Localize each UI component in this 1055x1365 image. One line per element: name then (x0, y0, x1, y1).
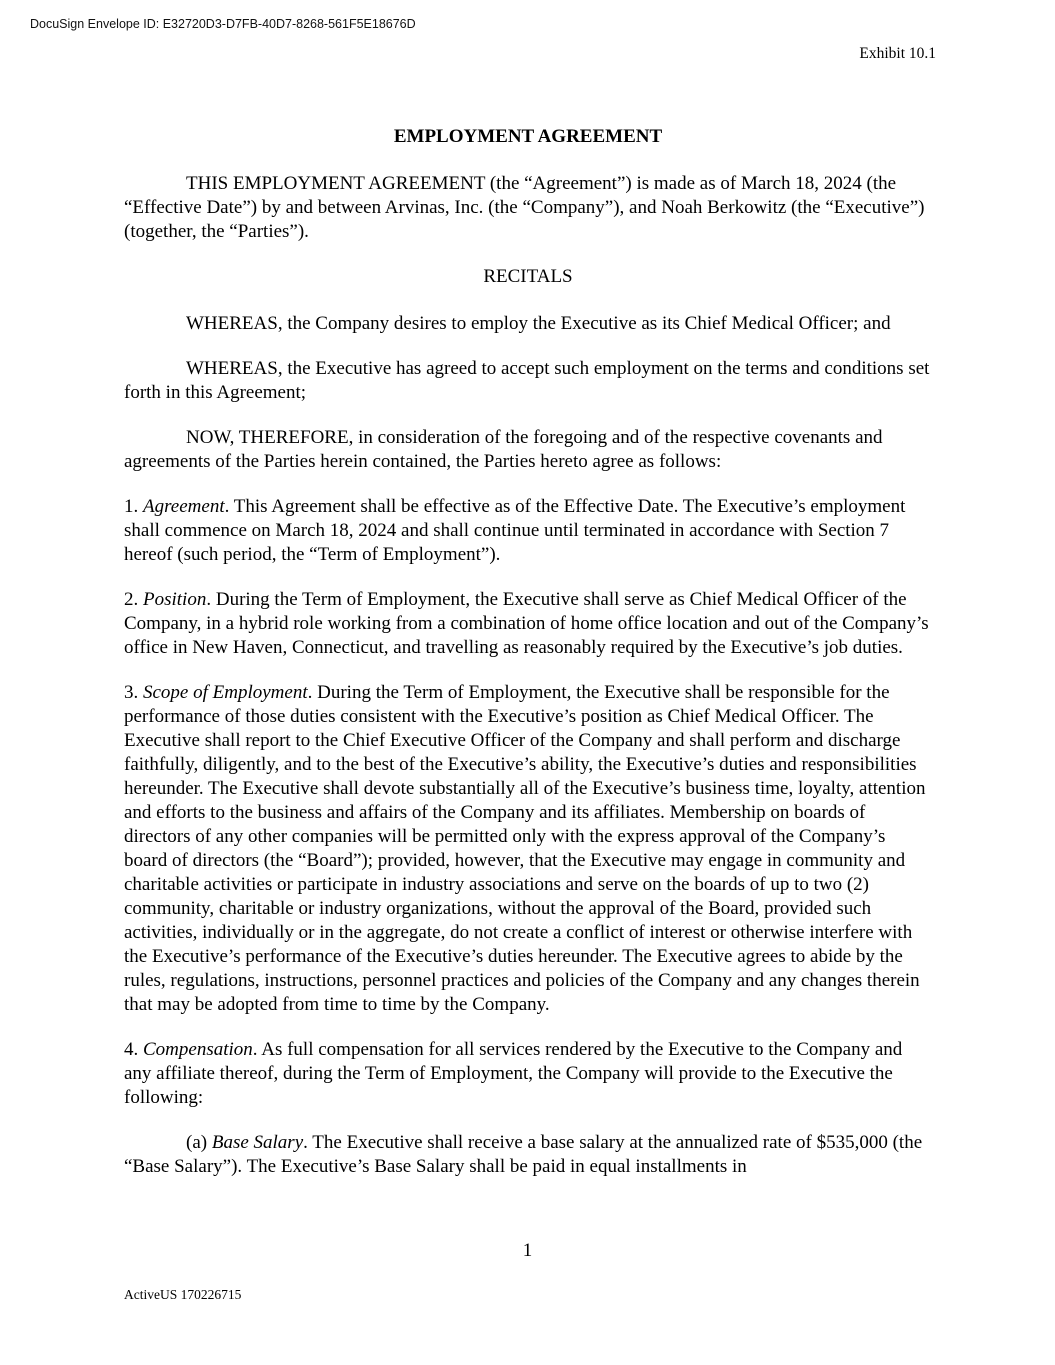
section-number: 3. (124, 682, 143, 703)
subsection-number: (a) (186, 1132, 212, 1153)
section-4-compensation (124, 1038, 932, 1110)
docusign-envelope-id: DocuSign Envelope ID: E32720D3-D7FB-40D7-8268-561F5E18676D (30, 17, 416, 31)
recitals-heading: RECITALS (483, 266, 573, 287)
section-heading: Position (143, 589, 207, 610)
recital-paragraph: NOW, THEREFORE, in consideration of the foregoing and of the respective covenants and agreements of the Parties herein contained, the Parties hereto agree as follows: (124, 427, 883, 472)
section-number: 1. (124, 496, 143, 517)
section-3-scope-of-employment (124, 681, 932, 1017)
section-number: 2. (124, 589, 143, 610)
subsection-a-base-salary (124, 1131, 932, 1179)
recital-paragraph: WHEREAS, the Executive has agreed to accept such employment on the terms and conditions set forth in this Agreement; (124, 358, 930, 403)
subsection-heading: Base Salary (211, 1132, 304, 1153)
section-heading: Scope of Employment (143, 682, 308, 703)
recital-paragraph: WHEREAS, the Company desires to employ the Executive as its Chief Medical Officer; and (186, 313, 891, 334)
section-2-position (124, 588, 932, 660)
section-text: . During the Term of Employment, the Executive shall serve as Chief Medical Officer of the Company, in a hybrid role working from a combination of home office location and out of the Company’s office in New Haven, Connecticut, and travelling as reasonably required by the Executive’s job duties. (124, 589, 929, 658)
section-text: . As full compensation for all services rendered by the Executive to the Company and any affiliate thereof, during the Term of Employment, the Company will provide to the Executive the following: (124, 1039, 903, 1108)
section-heading: Agreement (143, 496, 225, 517)
section-heading: Compensation (143, 1039, 253, 1060)
subsection-text: . The Executive shall receive a base salary at the annualized rate of $535,000 (the “Base Salary”). The Executive’s Base Salary shall be paid in equal installments in (124, 1132, 923, 1177)
intro-paragraph: THIS EMPLOYMENT AGREEMENT (the “Agreement”) is made as of March 18, 2024 (the “Effective Date”) by and between Arvinas, Inc. (the “Company”), and Noah Berkowitz (the “Executive”) (together, the “Parties”). (124, 173, 925, 242)
section-number: 4. (124, 1039, 143, 1060)
footer-document-id: ActiveUS 170226715 (124, 1287, 242, 1302)
section-text: . During the Term of Employment, the Executive shall be responsible for the performance of those duties consistent with the Executive’s position as Chief Medical Officer. The Executive shall report to the Chief Executive Officer of the Company and shall perform and discharge faithfully, diligently, and to the best of the Executive’s ability, the Executive’s duties and responsibilities hereunder. The Executive shall devote substantially all of the Executive’s business time, loyalty, attention and efforts to the business and affairs of the Company and its affiliates. Membership on boards of directors of any other companies will be permitted only with the express approval of the Company’s board of directors (the “Board”); provided, however, that the Executive may engage in community and charitable activities or participate in industry associations and serve on the boards of up to two (2) community, charitable or industry organizations, without the approval of the Board, provided such activities, individually or in the aggregate, do not create a conflict of interest or otherwise interfere with the Executive’s performance of the Executive’s duties hereunder. The Executive agrees to abide by the rules, regulations, instructions, personnel practices and policies of the Company and any changes therein that may be adopted from time to time by the Company. (124, 682, 926, 1015)
exhibit-label: Exhibit 10.1 (859, 45, 936, 62)
section-1-agreement (124, 495, 932, 567)
section-text: . This Agreement shall be effective as of the Effective Date. The Executive’s employment shall commence on March 18, 2024 and shall continue until terminated in accordance with Section 7 hereof (such period, the “Term of Employment”). (124, 496, 906, 565)
document-title: EMPLOYMENT AGREEMENT (393, 126, 663, 147)
page-number: 1 (522, 1240, 533, 1261)
document-body (124, 125, 932, 1200)
